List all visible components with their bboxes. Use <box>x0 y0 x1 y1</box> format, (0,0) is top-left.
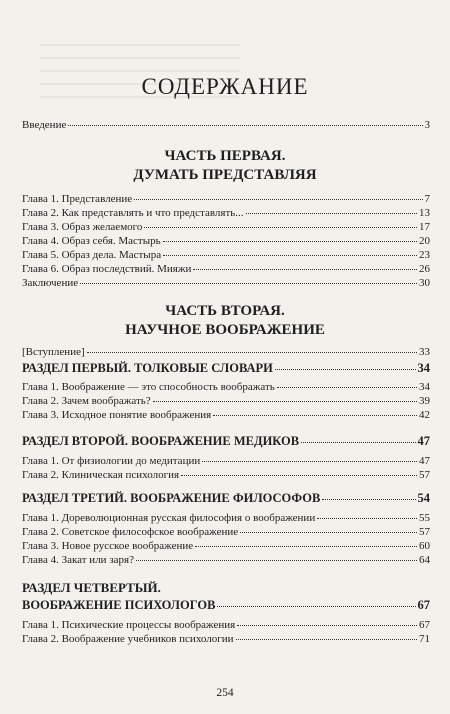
section4-heading[interactable]: ВООБРАЖЕНИЕ ПСИХОЛОГОВ 67 <box>22 598 430 612</box>
toc-row[interactable]: Глава 4. Образ себя. Мастырь 20 <box>22 235 430 247</box>
toc-row[interactable]: Глава 6. Образ последствий. Мияжи 26 <box>22 263 430 275</box>
section2-heading[interactable]: РАЗДЕЛ ВТОРОЙ. ВООБРАЖЕНИЕ МЕДИКОВ 47 <box>22 434 430 448</box>
section4-heading-line1[interactable]: РАЗДЕЛ ЧЕТВЕРТЫЙ. <box>22 580 161 595</box>
contents-title: СОДЕРЖАНИЕ <box>141 74 309 99</box>
part1-heading: ЧАСТЬ ПЕРВАЯ. ДУМАТЬ ПРЕДСТАВЛЯЯ <box>133 148 317 183</box>
toc-row[interactable]: Глава 1. От физиологии до медитации 47 <box>22 455 430 467</box>
toc-row[interactable]: Глава 2. Советское философское воображение 57 <box>22 526 430 538</box>
part2-heading: ЧАСТЬ ВТОРАЯ. НАУЧНОЕ ВООБРАЖЕНИЕ <box>125 303 325 338</box>
toc-row[interactable]: Глава 4. Закат или заря? 64 <box>22 554 430 566</box>
toc-row[interactable]: Глава 1. Представление 7 <box>22 193 430 205</box>
section1-heading[interactable]: РАЗДЕЛ ПЕРВЫЙ. ТОЛКОВЫЕ СЛОВАРИ 34 <box>22 361 430 375</box>
toc-row-intro[interactable]: Введение 3 <box>22 119 430 131</box>
toc-row[interactable]: Глава 1. Дореволюционная русская философия о воображении 55 <box>22 512 430 524</box>
toc-row[interactable]: Глава 2. Зачем воображать? 39 <box>22 395 430 407</box>
toc-row[interactable]: Глава 2. Как представлять и что представлять... 13 <box>22 207 430 219</box>
toc-row[interactable]: Глава 3. Исходное понятие воображения 42 <box>22 409 430 421</box>
toc-row[interactable]: Заключение 30 <box>22 277 430 289</box>
toc-row[interactable]: Глава 3. Образ желаемого 17 <box>22 221 430 233</box>
toc-row[interactable]: Глава 2. Клиническая психология 57 <box>22 469 430 481</box>
toc-row[interactable]: Глава 1. Психические процессы воображения 67 <box>22 619 430 631</box>
section3-heading[interactable]: РАЗДЕЛ ТРЕТИЙ. ВООБРАЖЕНИЕ ФИЛОСОФОВ 54 <box>22 491 430 505</box>
page-number: 254 <box>216 687 234 699</box>
toc-row[interactable]: Глава 2. Воображение учебников психологии 71 <box>22 633 430 645</box>
toc-row[interactable]: Глава 3. Новое русское воображение 60 <box>22 540 430 552</box>
toc-row-part2-intro[interactable]: [Вступление] 33 <box>22 346 430 358</box>
toc-row[interactable]: Глава 5. Образ дела. Мастыра 23 <box>22 249 430 261</box>
toc-row[interactable]: Глава 1. Воображение — это способность воображать 34 <box>22 381 430 393</box>
